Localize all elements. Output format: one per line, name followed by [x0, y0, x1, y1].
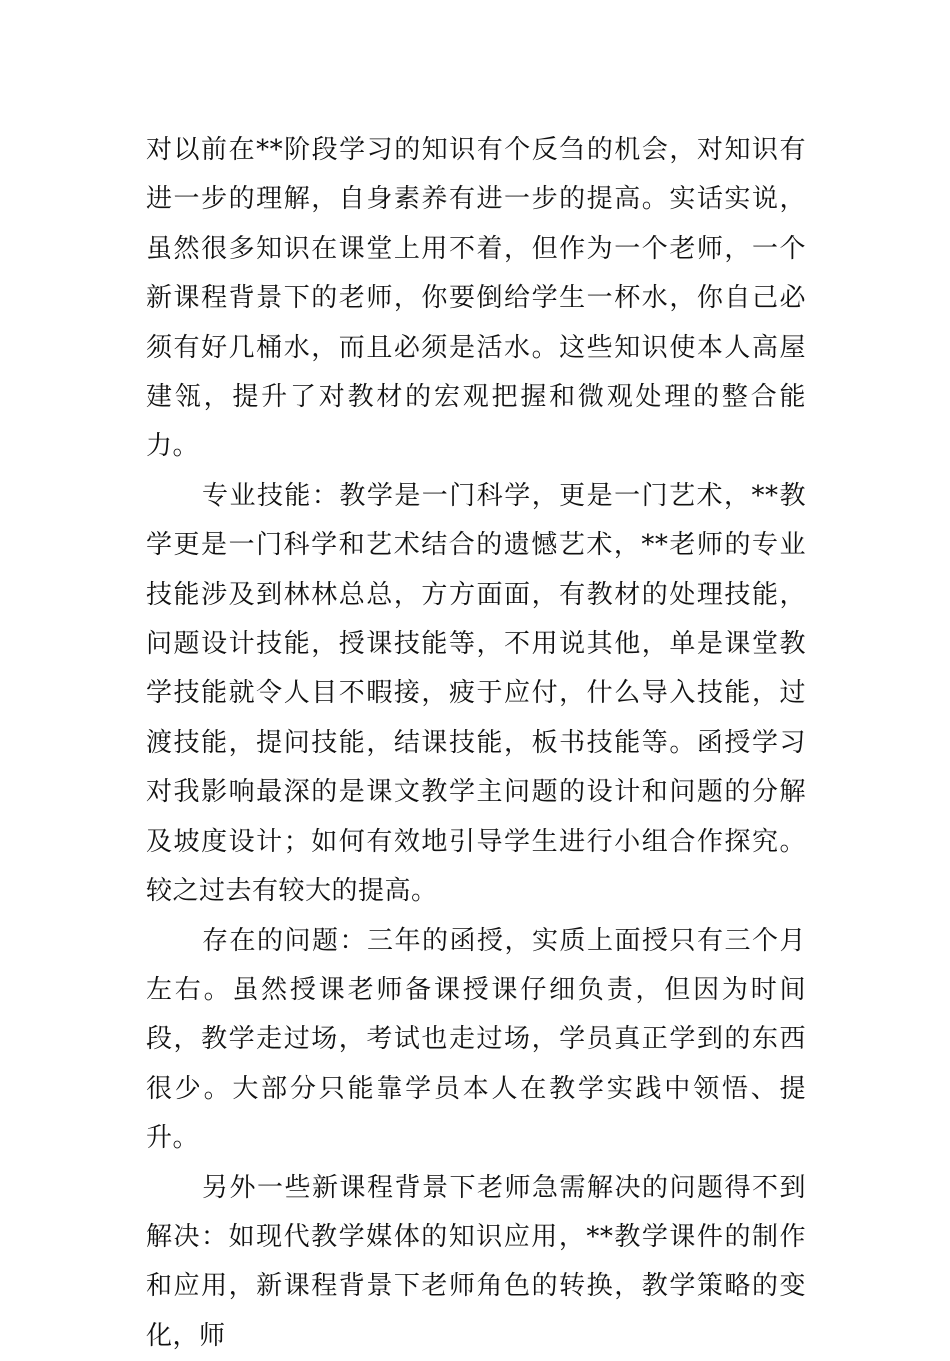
paragraph-existing-problems: 存在的问题：三年的函授，实质上面授只有三个月左右。虽然授课老师备课授课仔细负责，但因为时间段，教学走过场，考试也走过场，学员真正学到的东西很少。大部分只能靠学员本人在教学实践中领悟、提升。: [146, 925, 806, 1154]
paragraph-other-issues: 另外一些新课程背景下老师急需解决的问题得不到解决：如现代教学媒体的知识应用，**教学课件的制作和应用，新课程背景下老师角色的转换，教学策略的变化，师: [146, 1172, 806, 1351]
document-body: [146, 126, 806, 1361]
paragraph-professional-skills: 专业技能：教学是一门科学，更是一门艺术，**教学更是一门科学和艺术结合的遗憾艺术，**老师的专业技能涉及到林林总总，方方面面，有教材的处理技能，问题设计技能，授课技能等，不用说其他，单是课堂教学技能就令人目不暇接，疲于应付，什么导入技能，过渡技能，提问技能，结课技能，板书技能等。函授学习对我影响最深的是课文教学主问题的设计和问题的分解及坡度设计；如何有效地引导学生进行小组合作探究。较之过去有较大的提高。: [146, 480, 806, 907]
paragraph-knowledge-continued: 对以前在**阶段学习的知识有个反刍的机会，对知识有进一步的理解，自身素养有进一步的提高。实话实说，虽然很多知识在课堂上用不着，但作为一个老师，一个新课程背景下的老师，你要倒给学生一杯水，你自己必须有好几桶水，而且必须是活水。这些知识使本人高屋建瓴，提升了对教材的宏观把握和微观处理的整合能力。: [146, 135, 806, 462]
